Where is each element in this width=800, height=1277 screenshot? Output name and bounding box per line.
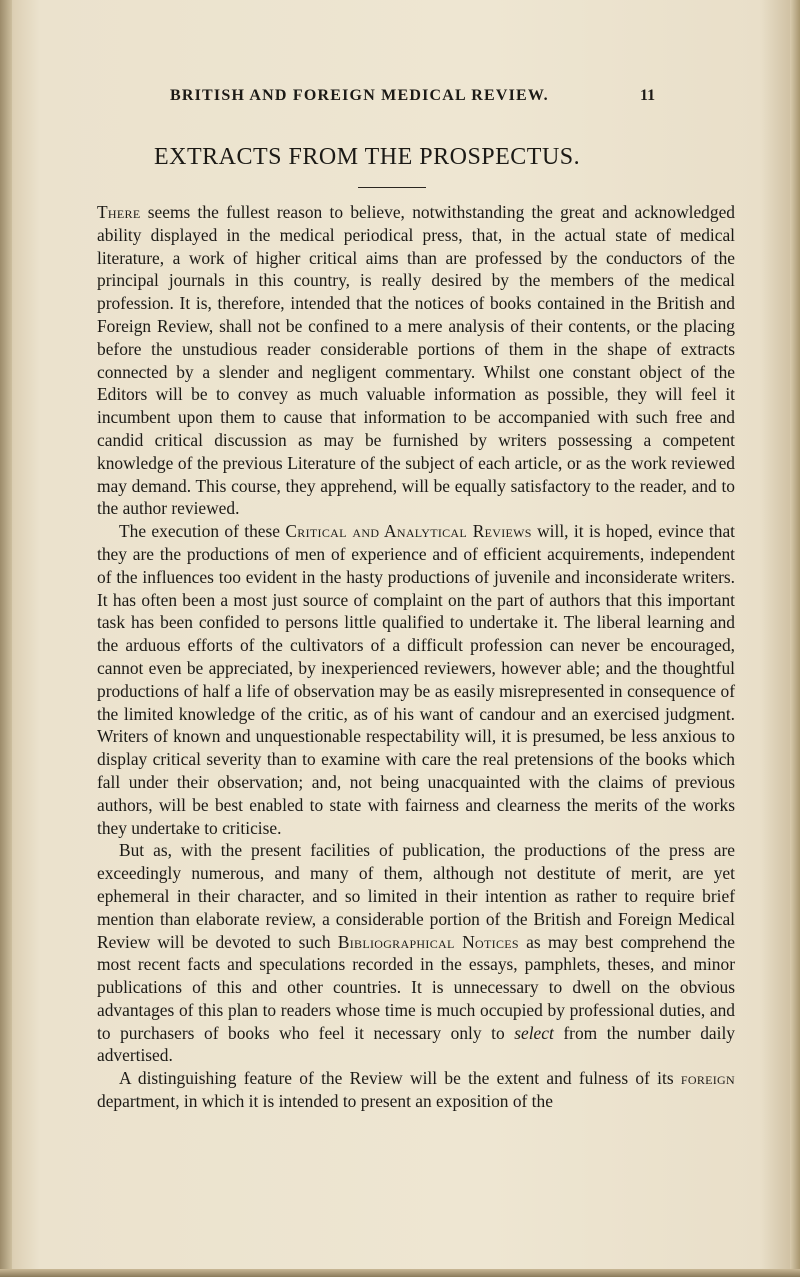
paragraph-3-after: from the number daily advertised.	[97, 1022, 735, 1066]
page-title: EXTRACTS FROM THE PROSPECTUS.	[154, 144, 581, 170]
paragraph-3-middle: as may best comprehend the most recent facts and speculations recorded in the essays, pamphlets, theses, and minor publications of this and other countries. It is unnecessary to dwell on the obvious advantages of this plan to readers whose time is much occupied by professional duties, and to purchasers of books who feel it necessary only to	[97, 931, 735, 1043]
page-edge-bottom	[0, 1269, 800, 1277]
paragraph-4-after: department, in which it is intended to present an exposition of the	[97, 1091, 553, 1112]
title-rule	[358, 187, 426, 188]
paragraph-2-after: will, it is hoped, evince that they are the productions of men of experience and of efficient acquirements, independent of the influences too evident in the hasty productions of juvenile and inconsiderate writers. It has often been a most just source of complaint on the part of authors that this important task has been confided to persons little qualified to undertake it. The liberal learning and the arduous efforts of the cultivators of a difficult profession can never be encouraged, cannot even be appreciated, by inexperienced reviewers, however able; and the thoughtful productions of half a life of observation may be as easily misrepresented in consequence of the limited knowledge of the critic, as of his want of candour and an exercised judgment. Writers of known and unquestionable respectability will, it is presumed, be less anxious to display critical severity than to examine with care the real pretensions of the books which fall under their observation; and, not being unacquainted with the claims of previous authors, will be best enabled to state with fairness and clearness the merits of the works they undertake to criticise.	[97, 521, 735, 838]
paragraph-4-smallcaps: foreign	[680, 1068, 735, 1089]
page-edge-left	[0, 0, 12, 1277]
paragraph-1	[97, 201, 735, 520]
paragraph-2-before: The execution of these	[119, 521, 286, 542]
paragraph-4-before: A distinguishing feature of the Review will be the extent and fulness of its	[119, 1068, 681, 1089]
paragraph-3-smallcaps: Bibliographical Notices	[337, 931, 519, 952]
paragraph-3-before: But as, with the present facilities of publication, the productions of the press are exceedingly numerous, and many of them, although not destitute of merit, are yet ephemeral in their character, and so limited in their intention as rather to require brief mention than elaborate review, a considerable portion of the British and Foreign Medical Review will be devoted to such	[97, 840, 735, 952]
paragraph-1-lead: There	[97, 202, 141, 222]
page-edge-right	[790, 0, 800, 1277]
paragraph-2-smallcaps: Critical and Analytical Reviews	[285, 521, 532, 542]
paragraph-3	[97, 839, 735, 1067]
page-number: 11	[640, 87, 656, 104]
paragraph-4	[97, 1067, 735, 1113]
running-head: BRITISH AND FOREIGN MEDICAL REVIEW.	[170, 87, 549, 104]
body-text	[97, 201, 735, 1113]
paragraph-2	[97, 520, 735, 839]
paragraph-1-text: seems the fullest reason to believe, notwithstanding the great and acknowledged ability displayed in the medical periodical press, that, in the actual state of medical literature, a work of higher critical aims than are professed by the conductors of the principal journals in this country, is really desired by the members of the medical profession. It is, therefore, intended that the notices of books contained in the British and Foreign Review, shall not be confined to a mere analysis of their contents, or the placing before the unstudious reader considerable portions of them in the shape of extracts connected by a slender and negligent commentary. Whilst one constant object of the Editors will be to convey as much valuable information as possible, they will feel it incumbent upon them to cause that information to be accompanied with such free and candid critical discussion as may be furnished by writers possessing a competent knowledge of the previous Literature of the subject of each article, or as the work reviewed may demand. This course, they apprehend, will be equally satisfactory to the reader, and to the author reviewed.	[97, 202, 735, 519]
paragraph-3-italic: select	[514, 1022, 554, 1043]
